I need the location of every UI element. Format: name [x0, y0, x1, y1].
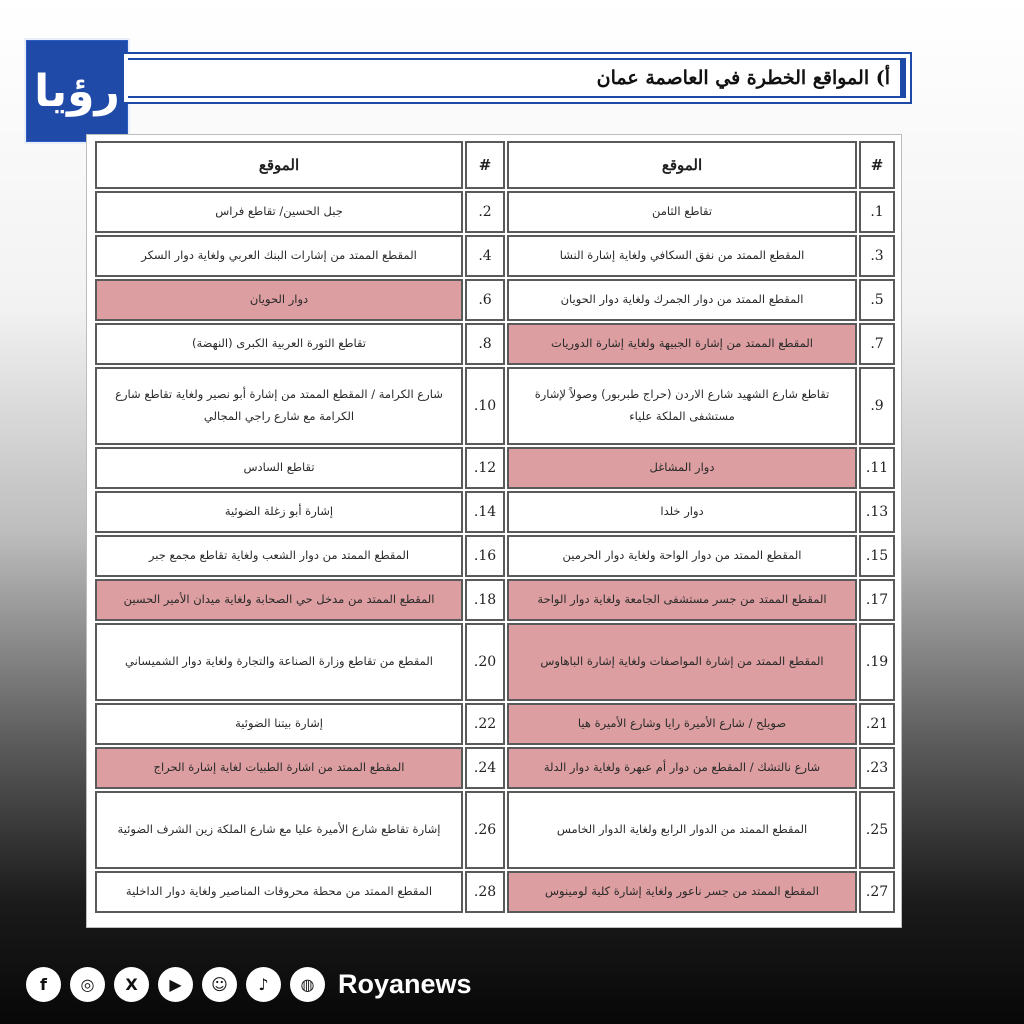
facebook-icon[interactable]: f: [26, 967, 61, 1002]
cell-location-left: إشارة أبو زغلة الضوئية: [95, 491, 463, 533]
cell-location-right: المقطع الممتد من دوار الواحة ولغاية دوار الحرمين: [507, 535, 857, 577]
cell-num-left: 24.: [465, 747, 505, 789]
cell-location-right: دوار المشاغل: [507, 447, 857, 489]
cell-location-left: المقطع من تقاطع وزارة الصناعة والتجارة ولغاية دوار الشميساني: [95, 623, 463, 701]
cell-num-right: 21.: [859, 703, 895, 745]
instagram-icon[interactable]: ◎: [70, 967, 105, 1002]
cell-location-right: المقطع الممتد من إشارة المواصفات ولغاية إشارة الباهاوس: [507, 623, 857, 701]
cell-location-right: صويلح / شارع الأميرة رايا وشارع الأميرة هيا: [507, 703, 857, 745]
cell-location-right: المقطع الممتد من جسر ناعور ولغاية إشارة كلية لومينوس: [507, 871, 857, 913]
cell-location-left: المقطع الممتد من محطة محروقات المناصير ولغاية دوار الداخلية: [95, 871, 463, 913]
cell-location-left: جبل الحسين/ تقاطع فراس: [95, 191, 463, 233]
cell-location-right: المقطع الممتد من دوار الجمرك ولغاية دوار الحويان: [507, 279, 857, 321]
royanews-logo: [26, 40, 128, 142]
table-grid: [93, 141, 895, 921]
cell-location-right: دوار خلدا: [507, 491, 857, 533]
cell-location-left: المقطع الممتد من اشارة الطبيات لغاية إشارة الحراج: [95, 747, 463, 789]
cell-location-left: دوار الحويان: [95, 279, 463, 321]
cell-num-right: 9.: [859, 367, 895, 445]
cell-num-right: 3.: [859, 235, 895, 277]
cell-num-left: 4.: [465, 235, 505, 277]
cell-location-left: المقطع الممتد من دوار الشعب ولغاية تقاطع مجمع جبر: [95, 535, 463, 577]
cell-location-right: المقطع الممتد من جسر مستشفى الجامعة ولغاية دوار الواحة: [507, 579, 857, 621]
cell-location-left: إشارة تقاطع شارع الأميرة عليا مع شارع الملكة زين الشرف الضوئية: [95, 791, 463, 869]
cell-num-left: 28.: [465, 871, 505, 913]
cell-location-left: المقطع الممتد من مدخل حي الصحابة ولغاية ميدان الأمير الحسين: [95, 579, 463, 621]
cell-num-right: 17.: [859, 579, 895, 621]
cell-num-left: 10.: [465, 367, 505, 445]
x-icon[interactable]: X: [114, 967, 149, 1002]
cell-location-right: تقاطع شارع الشهيد شارع الاردن (حراج طبربور) وصولاً لإشارة مستشفى الملكة علياء: [507, 367, 857, 445]
cell-num-right: 5.: [859, 279, 895, 321]
youtube-icon[interactable]: ▶: [158, 967, 193, 1002]
locations-table: [86, 134, 902, 928]
cell-location-right: المقطع الممتد من إشارة الجبيهة ولغاية إشارة الدوريات: [507, 323, 857, 365]
header-num-left: #: [465, 141, 505, 189]
cell-num-right: 27.: [859, 871, 895, 913]
cell-num-left: 2.: [465, 191, 505, 233]
tiktok-icon[interactable]: ♪: [246, 967, 281, 1002]
cell-location-left: شارع الكرامة / المقطع الممتد من إشارة أبو نصير ولغاية تقاطع شارع الكرامة مع شارع راجي المجالي: [95, 367, 463, 445]
cell-location-left: تقاطع الثورة العربية الكبرى (النهضة): [95, 323, 463, 365]
cell-num-right: 13.: [859, 491, 895, 533]
cell-num-right: 23.: [859, 747, 895, 789]
cell-num-left: 6.: [465, 279, 505, 321]
cell-num-left: 22.: [465, 703, 505, 745]
cell-location-right: شارع نالتشك / المقطع من دوار أم عبهرة ولغاية دوار الدلة: [507, 747, 857, 789]
cell-num-right: 7.: [859, 323, 895, 365]
brand-name: Royanews: [338, 968, 472, 999]
cell-num-right: 11.: [859, 447, 895, 489]
title-bar: [122, 52, 912, 104]
cell-location-right: المقطع الممتد من الدوار الرابع ولغاية الدوار الخامس: [507, 791, 857, 869]
cell-num-left: 16.: [465, 535, 505, 577]
cell-num-left: 20.: [465, 623, 505, 701]
page-title: أ) المواقع الخطرة في العاصمة عمان: [596, 67, 890, 89]
snapchat-icon[interactable]: ☺: [202, 967, 237, 1002]
header-location-right: الموقع: [507, 141, 857, 189]
title-bar-inner: [128, 58, 906, 98]
logo-text: رؤيا: [34, 65, 120, 117]
web-icon[interactable]: ◍: [290, 967, 325, 1002]
footer: [26, 962, 472, 1006]
cell-num-right: 19.: [859, 623, 895, 701]
header-location-left: الموقع: [95, 141, 463, 189]
cell-num-left: 8.: [465, 323, 505, 365]
cell-location-left: تقاطع السادس: [95, 447, 463, 489]
cell-num-left: 12.: [465, 447, 505, 489]
header-num-right: #: [859, 141, 895, 189]
cell-location-left: إشارة بيتنا الضوئية: [95, 703, 463, 745]
cell-num-right: 25.: [859, 791, 895, 869]
cell-num-left: 26.: [465, 791, 505, 869]
cell-location-left: المقطع الممتد من إشارات البنك العربي ولغاية دوار السكر: [95, 235, 463, 277]
cell-location-right: تقاطع الثامن: [507, 191, 857, 233]
cell-num-left: 14.: [465, 491, 505, 533]
cell-num-left: 18.: [465, 579, 505, 621]
cell-num-right: 15.: [859, 535, 895, 577]
cell-num-right: 1.: [859, 191, 895, 233]
cell-location-right: المقطع الممتد من نفق السكافي ولغاية إشارة النشا: [507, 235, 857, 277]
